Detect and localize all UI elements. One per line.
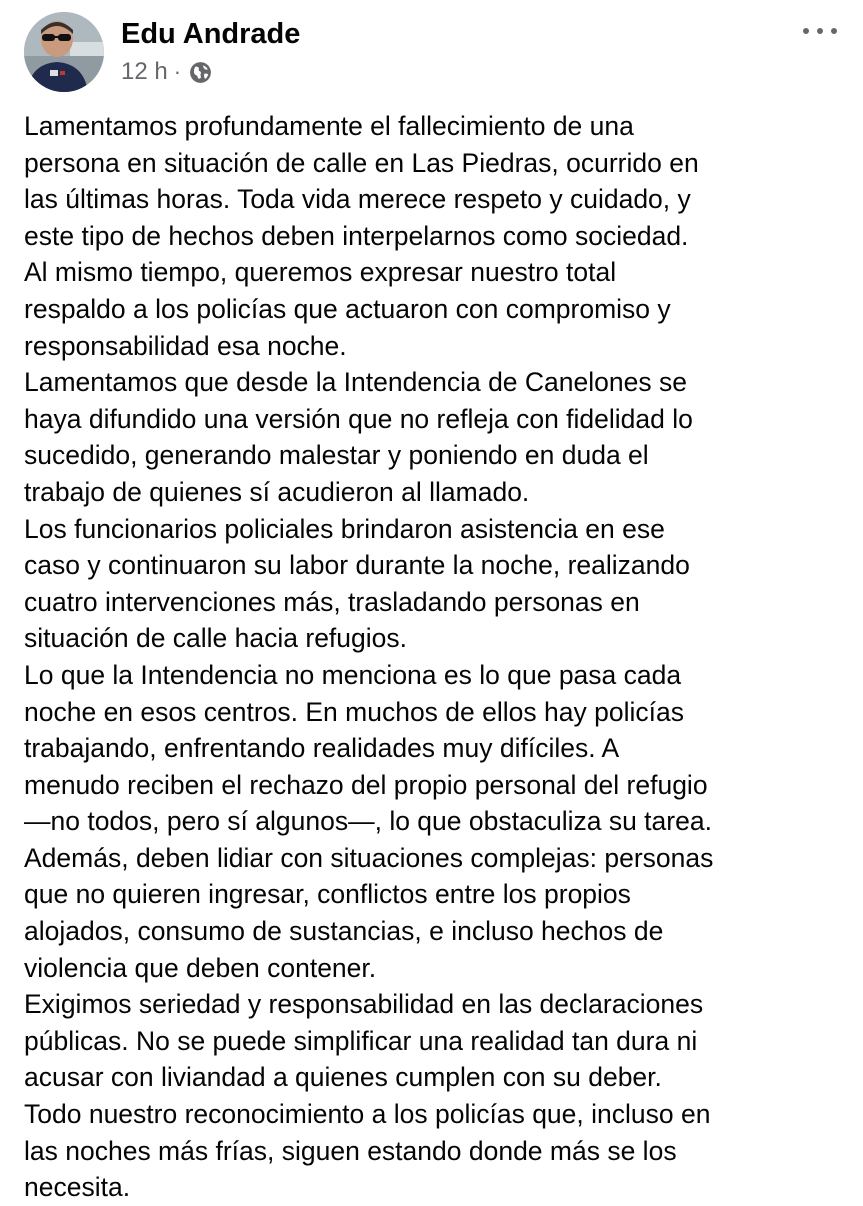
post-line: este tipo de hechos deben interpelarnos como sociedad. [24, 220, 689, 251]
post-line: públicas. No se puede simplificar una realidad tan dura ni [24, 1025, 698, 1056]
post-line: acusar con liviandad a quienes cumplen con su deber. [24, 1062, 662, 1093]
post-line: alojados, consumo de sustancias, e incluso hechos de [24, 916, 664, 947]
post-line: Lo que la Intendencia no menciona es lo que pasa cada [24, 659, 682, 690]
more-options-dot [803, 28, 809, 34]
author-name[interactable]: Edu Andrade [121, 18, 301, 50]
post-line: caso y continuaron su labor durante la noche, realizando [24, 550, 690, 581]
post-line: las noches más frías, siguen estando donde más se los [24, 1135, 677, 1166]
post-line: haya difundido una versión que no refleja con fidelidad lo [24, 403, 693, 434]
post-line: respaldo a los policías que actuaron con compromiso y [24, 293, 671, 324]
post-line: menudo reciben el rechazo del propio personal del refugio [24, 769, 708, 800]
post-line: trabajando, enfrentando realidades muy difíciles. A [24, 733, 620, 764]
post-line: Además, deben lidiar con situaciones complejas: personas [24, 842, 714, 873]
post-line: Todo nuestro reconocimiento a los policías que, incluso en [24, 1099, 711, 1130]
more-options-dot [817, 28, 823, 34]
post-line: que no quieren ingresar, conflictos entre los propios [24, 879, 631, 910]
meta-separator: · [173, 59, 182, 84]
post-line: noche en esos centros. En muchos de ellos hay policías [24, 696, 684, 727]
post-line: sucedido, generando malestar y poniendo en duda el [24, 440, 649, 471]
post-line: trabajo de quienes sí acudieron al llamado. [24, 476, 530, 507]
post-line: Al mismo tiempo, queremos expresar nuestro total [24, 257, 617, 288]
profile-photo [24, 12, 104, 92]
post-timestamp[interactable]: 12 h [121, 58, 168, 85]
avatar[interactable] [24, 12, 104, 92]
post-line: —no todos, pero sí algunos—, lo que obstaculiza su tarea. [24, 806, 712, 837]
post-line: responsabilidad esa noche. [24, 330, 347, 361]
post-line: Exigimos seriedad y responsabilidad en las declaraciones [24, 989, 704, 1020]
post-meta [121, 56, 213, 88]
post-line: situación de calle hacia refugios. [24, 623, 408, 654]
globe-icon[interactable] [188, 60, 213, 85]
post-line: persona en situación de calle en Las Piedras, ocurrido en [24, 147, 699, 178]
post-line: cuatro intervenciones más, trasladando personas en [24, 586, 640, 617]
post-line: necesita. [24, 1172, 131, 1203]
post-line: violencia que deben contener. [24, 952, 377, 983]
post-line: Los funcionarios policiales brindaron asistencia en ese [24, 513, 665, 544]
post-line: Lamentamos profundamente el fallecimiento de una [24, 111, 634, 141]
post-body [24, 108, 844, 1206]
more-options-dot [831, 28, 837, 34]
post-line: las últimas horas. Toda vida merece respeto y cuidado, y [24, 184, 691, 215]
post-line: Lamentamos que desde la Intendencia de Canelones se [24, 367, 687, 398]
more-options-button[interactable] [803, 18, 837, 44]
